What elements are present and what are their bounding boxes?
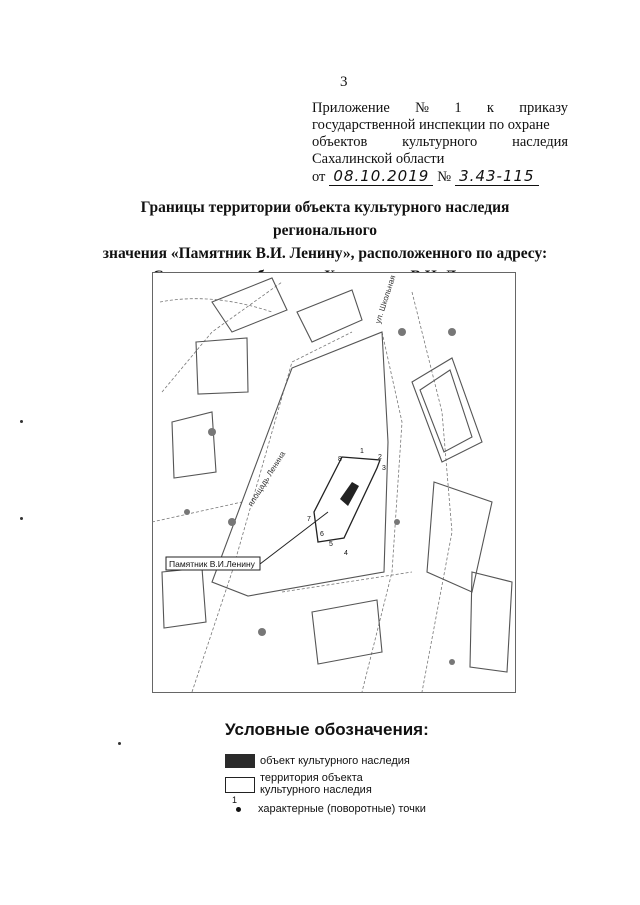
site-map — [152, 272, 516, 693]
point-label-8: 8 — [338, 456, 342, 463]
point-label-5: 5 — [329, 541, 333, 548]
point-label-4: 4 — [344, 550, 348, 557]
legend-points: характерные (поворотные) точки — [258, 803, 426, 815]
appendix-word: 1 — [454, 100, 462, 116]
title-line: значения «Памятник В.И. Ленину», расположенного по адресу: — [102, 245, 548, 262]
appendix-line-3 — [312, 134, 568, 151]
order-date: 08.10.2019 — [329, 168, 433, 186]
point-marker-icon — [236, 807, 241, 812]
tree-mark — [184, 509, 190, 515]
legend-heritage-object: объект культурного наследия — [260, 755, 410, 767]
appendix-line-2: государственной инспекции по охране — [312, 117, 550, 133]
order-reference — [312, 168, 568, 186]
tree-mark — [258, 628, 266, 636]
point-label-1: 1 — [360, 448, 364, 455]
tree-mark — [449, 659, 455, 665]
square-label: площадь Ленина — [246, 449, 288, 509]
margin-mark — [20, 517, 23, 520]
appendix-word: культурного — [402, 134, 478, 150]
appendix-word: объектов — [312, 134, 368, 150]
point-label-7: 7 — [307, 516, 311, 523]
tree-mark — [398, 328, 406, 336]
callout-label: Памятник В.И.Ленину — [169, 559, 255, 569]
legend-title: Условные обозначения: — [225, 720, 429, 739]
appendix-word: приказу — [519, 100, 568, 116]
tree-mark — [394, 519, 400, 525]
tree-mark — [448, 328, 456, 336]
title-line: Границы территории объекта культурного наследия регионального — [140, 199, 510, 239]
appendix-word: Приложение — [312, 100, 390, 116]
appendix-line-4: Сахалинской области — [312, 151, 445, 167]
margin-mark — [20, 420, 23, 423]
point-number-sample: 1 — [232, 795, 238, 805]
legend-territory: территория объекта культурного наследия — [260, 772, 372, 796]
territory-swatch — [225, 777, 255, 793]
order-number: 3.43-115 — [455, 168, 538, 186]
heritage-object-swatch — [225, 754, 255, 768]
margin-mark — [118, 742, 121, 745]
tree-mark — [208, 428, 216, 436]
appendix-word: к — [486, 100, 494, 116]
appendix-header — [312, 100, 568, 186]
map-frame — [153, 273, 516, 693]
street-label: ул. Школьная — [373, 274, 398, 325]
tree-mark — [228, 518, 236, 526]
appendix-line-1 — [312, 100, 568, 117]
page-number: 3 — [340, 74, 348, 90]
appendix-word: наследия — [512, 134, 568, 150]
point-label-3: 3 — [382, 465, 386, 472]
number-prefix: № — [437, 169, 452, 185]
date-prefix: от — [312, 169, 326, 185]
point-label-6: 6 — [320, 531, 324, 538]
appendix-word: № — [415, 100, 429, 116]
point-label-2: 2 — [378, 454, 382, 461]
